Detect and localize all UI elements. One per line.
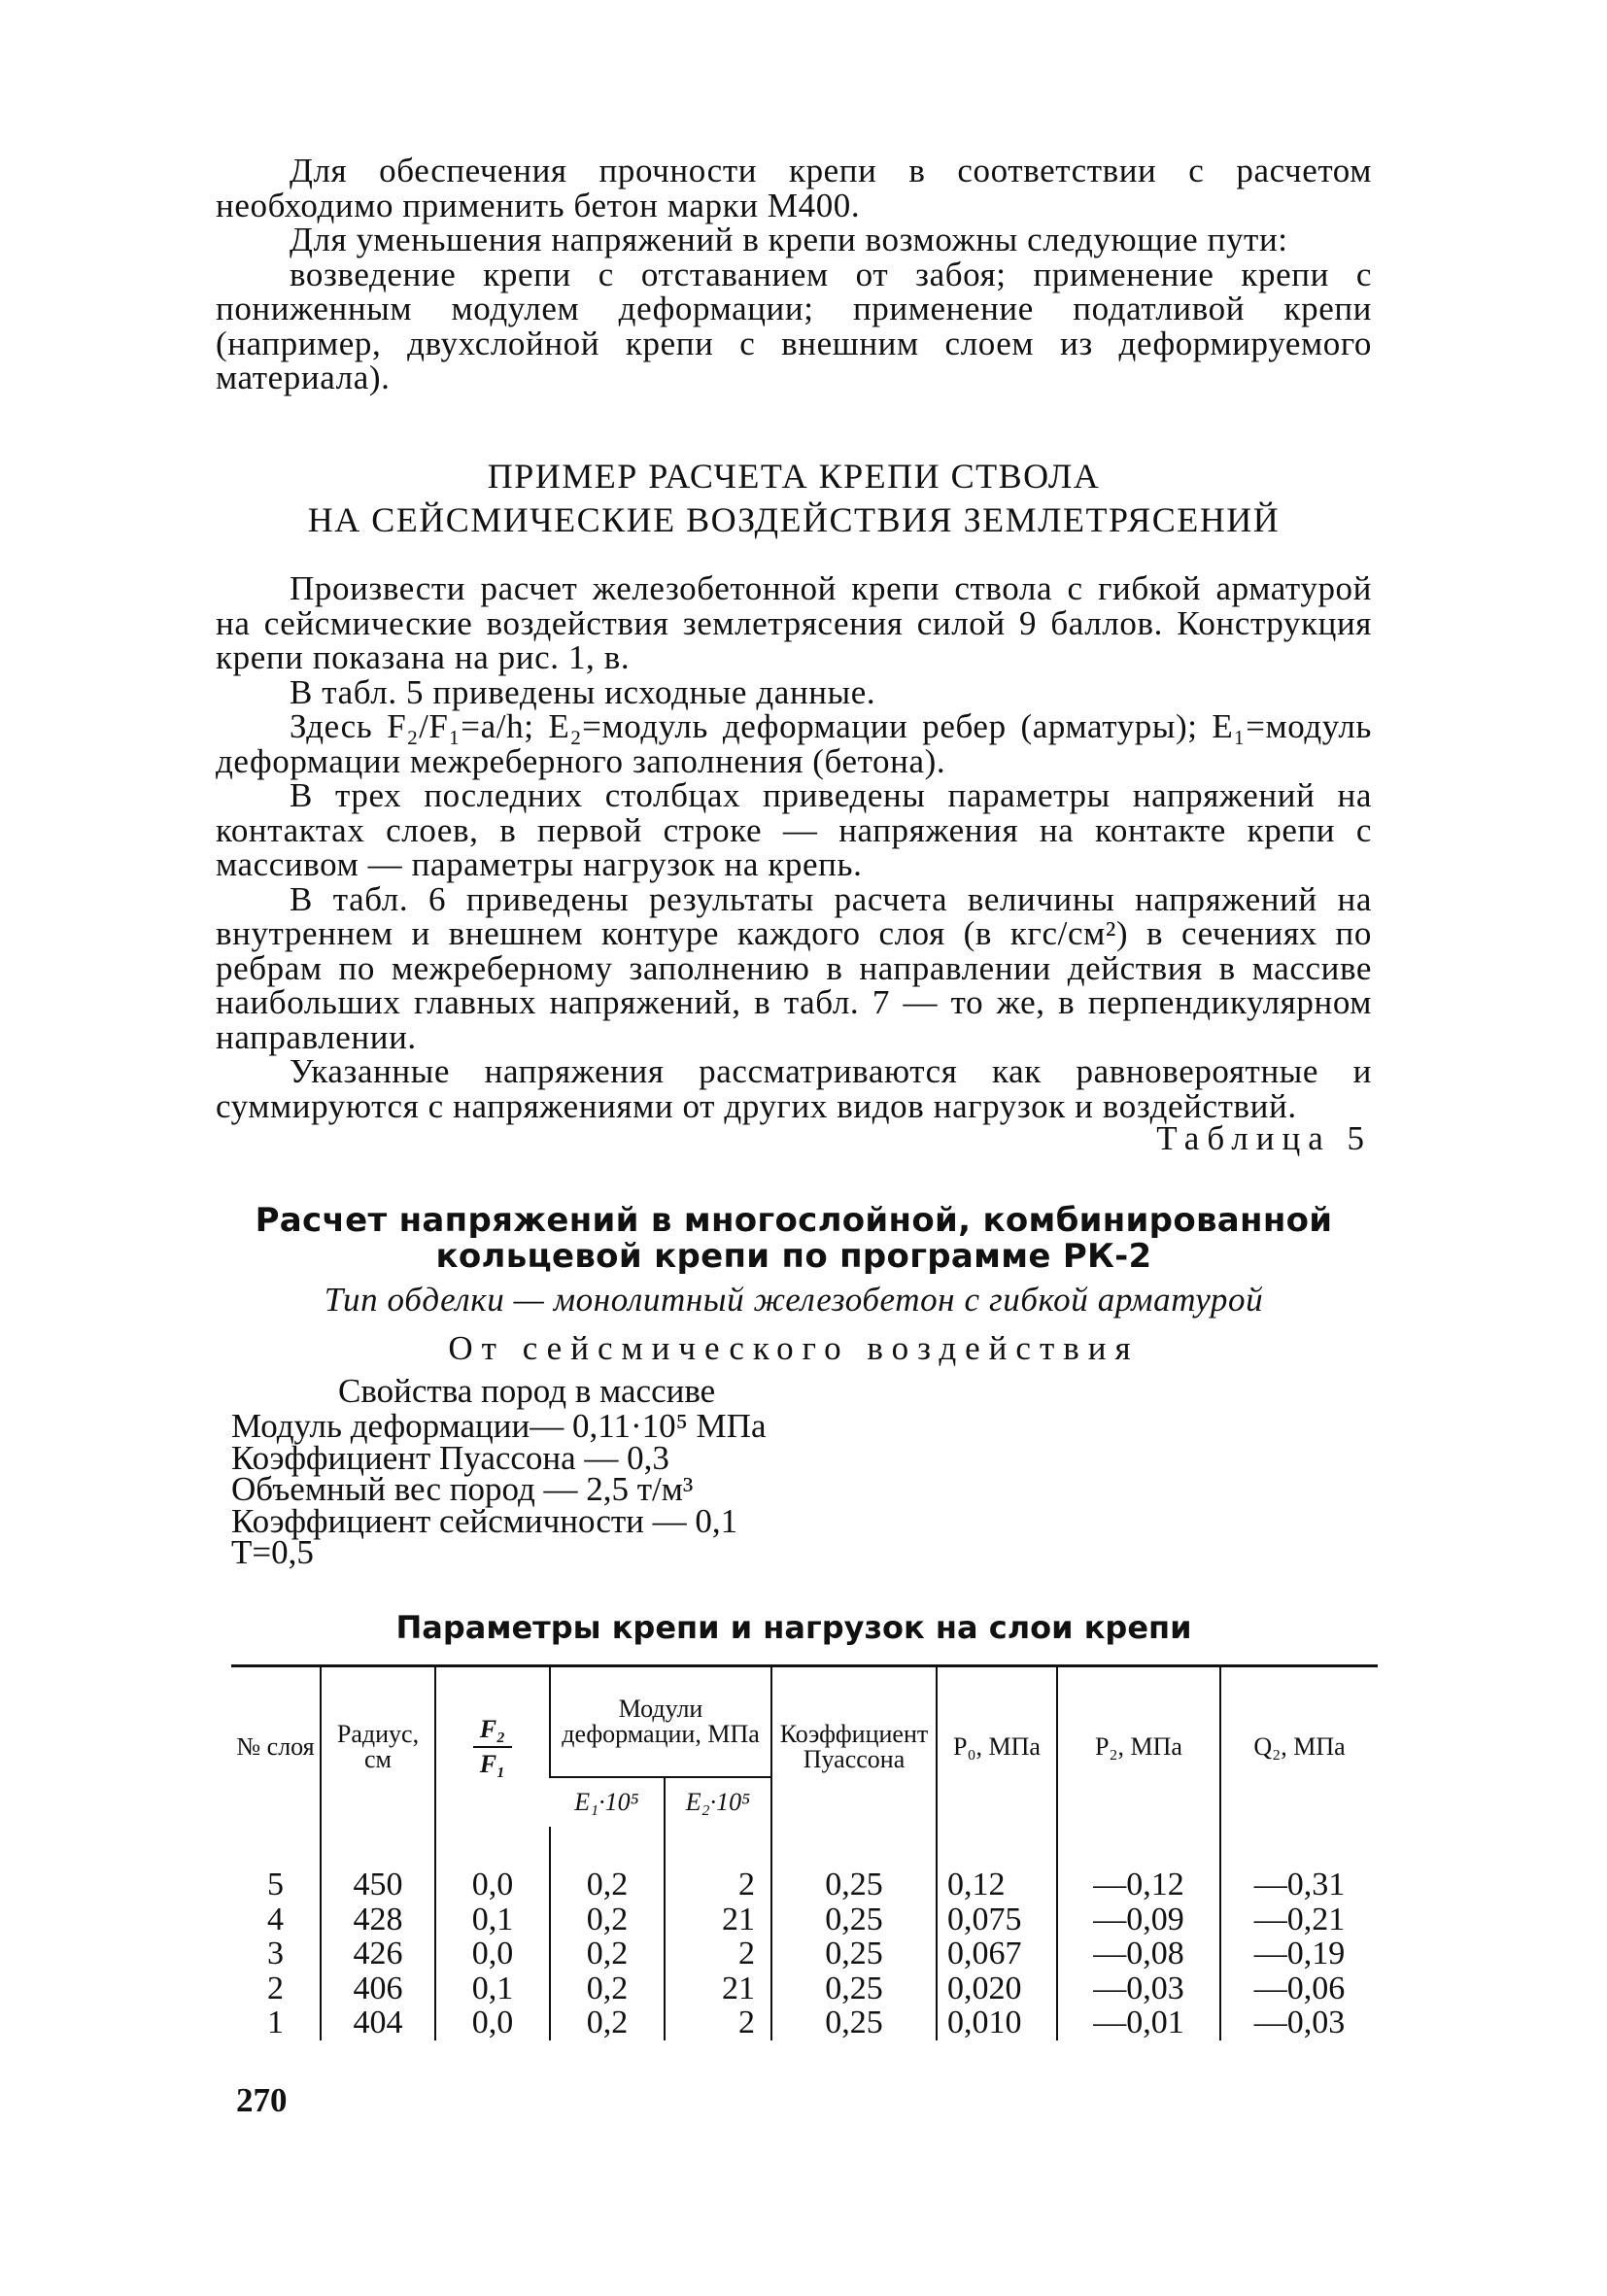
cell-q2: —0,19 — [1220, 1936, 1378, 1971]
rock-property: Модуль деформации— 0,11·10⁵ МПа — [231, 1407, 767, 1445]
header-p0: P₀, МПа — [937, 1666, 1057, 1828]
cell-radius: 426 — [321, 1936, 435, 1971]
cell-e2: 21 — [665, 1971, 771, 2006]
cell-poisson: 0,25 — [771, 1936, 937, 1971]
rock-properties — [231, 1372, 1387, 1569]
heading-line-1: ПРИМЕР РАСЧЕТА КРЕПИ СТВОЛА — [487, 457, 1101, 496]
body-paragraph-4: В трех последних столбцах приведены параметры напряжений на контактах слоев, в первой строке — напряжения на контакте крепи с массивом — параметры нагрузок на крепь. — [216, 776, 1372, 883]
cell-q2: —0,03 — [1220, 2005, 1378, 2040]
params-table — [231, 1664, 1378, 2040]
header-ratio-bottom: F₁ — [479, 1750, 506, 1778]
header-radius: Радиус, см — [321, 1666, 435, 1828]
table-title-line-1: Расчет напряжений в многослойной, комбинированной — [255, 1201, 1333, 1240]
cell-poisson: 0,25 — [771, 1902, 937, 1937]
cell-p0: 0,010 — [937, 2005, 1057, 2040]
body-paragraph-1: Произвести расчет железобетонной крепи ствола с гибкой арматурой на сейсмические воздействия землетрясения силой 9 баллов. Конструкция крепи показана на рис. 1, в. — [216, 569, 1372, 676]
cell-e1: 0,2 — [550, 2005, 665, 2040]
cell-p2: —0,01 — [1057, 2005, 1220, 2040]
rock-property: Коэффициент Пуассона — 0,3 — [231, 1438, 669, 1477]
table-5-caption — [216, 1119, 1372, 1158]
section-heading — [216, 455, 1372, 542]
rock-property: Объемный вес пород — 2,5 т/м³ — [231, 1470, 694, 1508]
table-title-line-2: кольцевой крепи по программе РК-2 — [435, 1237, 1152, 1276]
cell-p0: 0,067 — [937, 1936, 1057, 1971]
page-number: 270 — [236, 2081, 288, 2119]
cell-radius: 428 — [321, 1902, 435, 1937]
cell-e1: 0,2 — [550, 1971, 665, 2006]
cell-e2: 2 — [665, 1936, 771, 1971]
header-ratio-top: F₂ — [479, 1715, 506, 1743]
cell-q2: —0,31 — [1220, 1827, 1378, 1902]
cell-poisson: 0,25 — [771, 1971, 937, 2006]
cell-ratio: 0,0 — [435, 1936, 550, 1971]
cell-poisson: 0,25 — [771, 2005, 937, 2040]
cell-layer: 1 — [267, 2005, 284, 2040]
body-section — [216, 571, 1372, 1123]
params-title-block — [216, 1609, 1372, 1646]
header-p2: P₂, МПа — [1057, 1666, 1220, 1828]
cell-e2: 21 — [665, 1902, 771, 1937]
load-type: От сейсмического воздействия — [448, 1329, 1140, 1367]
cell-p2: —0,12 — [1057, 1827, 1220, 1902]
header-e2: E₂·10⁵ — [665, 1777, 771, 1827]
cell-ratio: 0,1 — [435, 1902, 550, 1937]
cell-ratio: 0,0 — [435, 1827, 550, 1902]
header-e1: E₁·10⁵ — [550, 1777, 665, 1827]
cell-e2: 2 — [665, 2005, 771, 2040]
table-label: Таблица 5 — [1156, 1119, 1372, 1157]
body-paragraph-3: Здесь F₂/F₁=a/h; E₂=модуль деформации ребер (арматуры); E₁=модуль деформации межреберного заполнения (бетона). — [216, 707, 1372, 780]
load-type-block — [216, 1329, 1372, 1368]
table-row — [231, 1902, 1378, 1937]
header-ratio — [435, 1666, 550, 1828]
cell-ratio: 0,1 — [435, 1971, 550, 2006]
cell-e2: 2 — [665, 1827, 771, 1902]
cell-q2: —0,21 — [1220, 1902, 1378, 1937]
table-5-subtitle-block — [216, 1281, 1372, 1319]
cell-layer: 4 — [267, 1901, 284, 1937]
cell-e1: 0,2 — [550, 1902, 665, 1937]
cell-layer: 3 — [267, 1936, 284, 1971]
heading-line-2: НА СЕЙСМИЧЕСКИЕ ВОЗДЕЙСТВИЯ ЗЕМЛЕТРЯСЕНИЙ — [307, 500, 1281, 539]
cell-ratio: 0,0 — [435, 2005, 550, 2040]
cell-p0: 0,020 — [937, 1971, 1057, 2006]
cell-p2: —0,03 — [1057, 1971, 1220, 2006]
cell-e1: 0,2 — [550, 1827, 665, 1902]
table-5-title — [216, 1203, 1372, 1275]
cell-layer: 5 — [267, 1867, 284, 1902]
cell-poisson: 0,25 — [771, 1827, 937, 1902]
header-layer: № слоя — [231, 1666, 321, 1828]
cell-radius: 406 — [321, 1971, 435, 2006]
rock-properties-heading: Свойства пород в массиве — [338, 1372, 716, 1410]
params-title: Параметры крепи и нагрузок на слои крепи — [395, 1609, 1192, 1646]
cell-e1: 0,2 — [550, 1936, 665, 1971]
intro-paragraph-2: Для уменьшения напряжений в крепи возможны следующие пути: — [290, 221, 1288, 258]
body-paragraph-2: В табл. 5 приведены исходные данные. — [290, 672, 876, 711]
cell-layer: 2 — [267, 1970, 284, 2006]
header-q2: Q₂, МПа — [1220, 1666, 1378, 1828]
table-row — [231, 1971, 1378, 2006]
fraction-bar — [473, 1746, 512, 1748]
body-paragraph-6: Указанные напряжения рассматриваются как равновероятные и суммируются с напряжениями от других видов нагрузок и воздействий. — [216, 1052, 1372, 1125]
cell-q2: —0,06 — [1220, 1971, 1378, 2006]
body-paragraph-5: В табл. 6 приведены результаты расчета величины напряжений на внутреннем и внешнем контуре каждого слоя (в кгс/см²) в сечениях по ребрам по межреберному заполнению в направлении действия в массиве наибольших главных напряжений, в табл. 7 — то же, в перпендикулярном направлении. — [216, 879, 1372, 1056]
cell-radius: 404 — [321, 2005, 435, 2040]
cell-p0: 0,075 — [937, 1902, 1057, 1937]
intro-section — [216, 154, 1372, 395]
table-row — [231, 1936, 1378, 1971]
rock-property: T=0,5 — [231, 1533, 314, 1571]
table-subtitle: Тип обделки — монолитный железобетон с гибкой арматурой — [324, 1281, 1264, 1319]
table-row — [231, 1827, 1378, 1902]
rock-property: Коэффициент сейсмичности — 0,1 — [231, 1501, 738, 1540]
cell-p2: —0,09 — [1057, 1902, 1220, 1937]
cell-p2: —0,08 — [1057, 1936, 1220, 1971]
header-poisson: Коэффициент Пуассона — [771, 1666, 937, 1828]
header-moduli: Модули деформации, МПа — [550, 1666, 771, 1778]
cell-radius: 450 — [321, 1827, 435, 1902]
table-row — [231, 2005, 1378, 2040]
intro-paragraph-1: Для обеспечения прочности крепи в соответствии с расчетом необходимо применить бетон марки М400. — [216, 152, 1372, 224]
intro-paragraph-3: возведение крепи с отставанием от забоя; применение крепи с пониженным модулем деформации; применение податливой крепи (например, двухслойной крепи с внешним слоем из деформируемого материала). — [216, 255, 1372, 396]
cell-p0: 0,12 — [937, 1827, 1057, 1902]
